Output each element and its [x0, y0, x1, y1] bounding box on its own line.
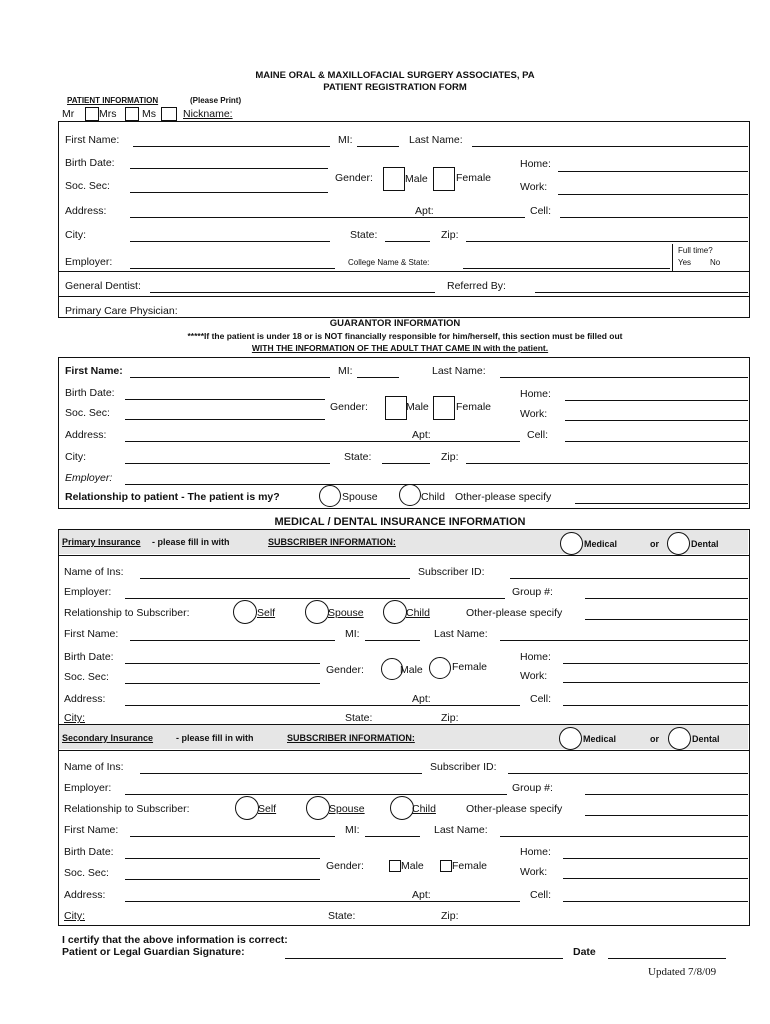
guarantor-employer-label: Employer:: [65, 472, 113, 484]
primary-female-label: Female: [452, 661, 488, 673]
primary-spouse-label: Spouse: [328, 607, 364, 619]
patient-male-checkbox[interactable]: [383, 167, 405, 191]
secondary-birth-date-label: Birth Date:: [64, 846, 114, 858]
secondary-subscriber-id-field[interactable]: [508, 773, 748, 774]
primary-self-radio[interactable]: [233, 600, 257, 624]
secondary-soc-sec-field[interactable]: [125, 879, 320, 880]
secondary-work-label: Work:: [520, 866, 548, 878]
primary-spouse-radio[interactable]: [305, 600, 329, 624]
guarantor-title: GUARANTOR INFORMATION: [329, 318, 461, 329]
primary-name-of-ins-field[interactable]: [140, 578, 410, 579]
secondary-spouse-label: Spouse: [329, 803, 365, 815]
patient-employer-label: Employer:: [65, 256, 113, 268]
primary-home-field[interactable]: [563, 663, 748, 664]
patient-zip-field[interactable]: [466, 241, 748, 242]
signature-label: Patient or Legal Guardian Signature:: [62, 946, 245, 958]
secondary-work-field[interactable]: [563, 878, 748, 879]
patient-cell-field[interactable]: [560, 217, 748, 218]
guarantor-note-1: *****If the patient is under 18 or is NOT financially responsible for him/herself, this section must be filled out: [187, 331, 623, 341]
patient-last-name-field[interactable]: [472, 146, 748, 147]
secondary-last-name-field[interactable]: [500, 836, 748, 837]
secondary-female-checkbox[interactable]: [440, 860, 452, 872]
title-mrs-checkbox[interactable]: [125, 107, 139, 121]
guarantor-soc-sec-field[interactable]: [125, 419, 325, 420]
guarantor-female-checkbox[interactable]: [433, 396, 455, 420]
primary-cell-label: Cell:: [530, 693, 552, 705]
secondary-relationship-label: Relationship to Subscriber:: [64, 803, 190, 815]
secondary-home-field[interactable]: [563, 858, 748, 859]
fulltime-yes[interactable]: Yes: [678, 258, 692, 267]
primary-insurance-box: [58, 529, 750, 725]
secondary-other-label: Other-please specify: [466, 803, 563, 815]
secondary-last-name-label: Last Name:: [434, 824, 488, 836]
patient-state-label: State:: [350, 229, 378, 241]
patient-male-label: Male: [405, 173, 428, 185]
primary-address-label: Address:: [64, 693, 106, 705]
fulltime-label: Full time?: [678, 246, 713, 255]
primary-group-label: Group #:: [512, 586, 553, 598]
secondary-address-label: Address:: [64, 889, 106, 901]
guarantor-mi-field[interactable]: [357, 377, 399, 378]
guarantor-apt-label: Apt:: [412, 429, 431, 441]
secondary-first-name-field[interactable]: [130, 836, 335, 837]
secondary-employer-label: Employer:: [64, 782, 112, 794]
patient-mi-field[interactable]: [357, 146, 399, 147]
insurance-title: MEDICAL / DENTAL INSURANCE INFORMATION: [274, 516, 526, 528]
primary-home-label: Home:: [520, 651, 551, 663]
primary-apt-label: Apt:: [412, 693, 431, 705]
secondary-cell-field[interactable]: [563, 901, 748, 902]
primary-dental-radio[interactable]: [667, 532, 690, 555]
secondary-zip-label: Zip:: [441, 910, 459, 922]
form-title: PATIENT REGISTRATION FORM: [323, 82, 467, 93]
print-note: (Please Print): [190, 96, 242, 105]
secondary-band-note: - please fill in with: [176, 733, 254, 743]
patient-gender-label: Gender:: [335, 172, 373, 184]
primary-band-note: - please fill in with: [152, 537, 230, 547]
primary-care-label: Primary Care Physician:: [65, 305, 178, 317]
secondary-cell-label: Cell:: [530, 889, 552, 901]
patient-college-label: College Name & State:: [348, 258, 430, 267]
secondary-self-radio[interactable]: [235, 796, 259, 820]
patient-soc-sec-label: Soc. Sec:: [65, 180, 110, 192]
primary-mi-field[interactable]: [365, 640, 420, 641]
guarantor-mi-label: MI:: [338, 365, 353, 377]
guarantor-work-field[interactable]: [565, 420, 748, 421]
row-divider: [58, 271, 750, 272]
band-divider: [58, 555, 750, 556]
patient-work-label: Work:: [520, 181, 548, 193]
primary-subscriber-id-label: Subscriber ID:: [418, 566, 485, 578]
patient-birth-date-label: Birth Date:: [65, 157, 115, 169]
primary-group-field[interactable]: [585, 598, 748, 599]
secondary-gender-label: Gender:: [326, 860, 364, 872]
primary-birth-date-field[interactable]: [125, 663, 320, 664]
primary-name-of-ins-label: Name of Ins:: [64, 566, 124, 578]
patient-first-name-field[interactable]: [133, 146, 330, 147]
secondary-soc-sec-label: Soc. Sec:: [64, 867, 109, 879]
secondary-child-label: Child: [412, 803, 436, 815]
secondary-home-label: Home:: [520, 846, 551, 858]
general-dentist-label: General Dentist:: [65, 280, 141, 292]
secondary-spouse-radio[interactable]: [306, 796, 330, 820]
secondary-or-label: or: [650, 734, 659, 744]
patient-cell-label: Cell:: [530, 205, 552, 217]
secondary-group-label: Group #:: [512, 782, 553, 794]
title-mrs-label: Mrs: [99, 108, 117, 120]
patient-work-field[interactable]: [558, 194, 748, 195]
updated-note: Updated 7/8/09: [648, 966, 717, 978]
primary-band-sub: SUBSCRIBER INFORMATION:: [268, 537, 396, 547]
secondary-band-sub: SUBSCRIBER INFORMATION:: [287, 733, 415, 743]
guarantor-female-label: Female: [456, 401, 492, 413]
guarantor-other-label: Other-please specify: [455, 491, 552, 503]
secondary-insurance-box: [58, 724, 750, 926]
patient-zip-label: Zip:: [441, 229, 459, 241]
guarantor-state-label: State:: [344, 451, 372, 463]
fulltime-divider: [672, 244, 673, 271]
secondary-self-label: Self: [258, 803, 277, 815]
secondary-medical-radio[interactable]: [559, 727, 582, 750]
patient-last-name-label: Last Name:: [409, 134, 463, 146]
guarantor-cell-label: Cell:: [527, 429, 549, 441]
patient-city-label: City:: [65, 229, 86, 241]
primary-soc-sec-label: Soc. Sec:: [64, 671, 109, 683]
primary-other-label: Other-please specify: [466, 607, 563, 619]
guarantor-gender-label: Gender:: [330, 401, 368, 413]
primary-child-label: Child: [406, 607, 430, 619]
primary-first-name-label: First Name:: [64, 628, 119, 640]
primary-medical-radio[interactable]: [560, 532, 583, 555]
primary-other-field[interactable]: [585, 619, 748, 620]
guarantor-birth-date-label: Birth Date:: [65, 387, 115, 399]
patient-city-field[interactable]: [130, 241, 330, 242]
patient-info-box: [58, 121, 750, 318]
patient-apt-label: Apt:: [415, 205, 434, 217]
primary-child-radio[interactable]: [383, 600, 407, 624]
secondary-male-checkbox[interactable]: [389, 860, 401, 872]
patient-home-label: Home:: [520, 158, 551, 170]
secondary-address-field[interactable]: [125, 901, 520, 902]
primary-or-label: or: [650, 539, 659, 549]
patient-female-checkbox[interactable]: [433, 167, 455, 191]
secondary-child-radio[interactable]: [390, 796, 414, 820]
patient-address-label: Address:: [65, 205, 107, 217]
primary-employer-label: Employer:: [64, 586, 112, 598]
row-divider: [58, 296, 750, 297]
guarantor-city-label: City:: [65, 451, 86, 463]
patient-address-field[interactable]: [130, 217, 525, 218]
guarantor-child-radio[interactable]: [399, 484, 421, 506]
guarantor-male-checkbox[interactable]: [385, 396, 407, 420]
guarantor-last-name-label: Last Name:: [432, 365, 486, 377]
primary-cell-field[interactable]: [563, 705, 748, 706]
secondary-male-label: Male: [401, 860, 424, 872]
date-label: Date: [573, 946, 596, 958]
guarantor-other-field[interactable]: [575, 503, 748, 504]
guarantor-state-field[interactable]: [382, 463, 430, 464]
secondary-dental-label: Dental: [692, 734, 720, 744]
patient-birth-date-field[interactable]: [130, 168, 328, 169]
title-mr-label: Mr: [62, 108, 75, 120]
band-divider: [58, 750, 750, 751]
guarantor-city-field[interactable]: [125, 463, 330, 464]
guarantor-employer-field[interactable]: [125, 484, 748, 485]
primary-employer-field[interactable]: [125, 598, 505, 599]
secondary-name-of-ins-field[interactable]: [140, 773, 422, 774]
patient-section-label: PATIENT INFORMATION: [67, 96, 159, 105]
patient-employer-field[interactable]: [130, 268, 335, 269]
primary-state-label: State:: [345, 712, 373, 724]
secondary-employer-field[interactable]: [125, 794, 507, 795]
patient-college-field[interactable]: [463, 268, 670, 269]
guarantor-spouse-radio[interactable]: [319, 485, 341, 507]
guarantor-zip-label: Zip:: [441, 451, 459, 463]
org-name: MAINE ORAL & MAXILLOFACIAL SURGERY ASSOCIATES, PA: [255, 70, 535, 81]
patient-home-field[interactable]: [558, 171, 748, 172]
guarantor-soc-sec-label: Soc. Sec:: [65, 407, 110, 419]
secondary-medical-label: Medical: [583, 734, 617, 744]
secondary-mi-label: MI:: [345, 824, 360, 836]
guarantor-last-name-field[interactable]: [500, 377, 748, 378]
secondary-state-label: State:: [328, 910, 356, 922]
patient-state-field[interactable]: [385, 241, 430, 242]
secondary-name-of-ins-label: Name of Ins:: [64, 761, 124, 773]
primary-city-label: City:: [64, 712, 85, 724]
primary-female-radio[interactable]: [429, 657, 451, 679]
referred-by-label: Referred By:: [447, 280, 506, 292]
guarantor-address-field[interactable]: [125, 441, 520, 442]
primary-medical-label: Medical: [584, 539, 618, 549]
primary-first-name-field[interactable]: [130, 640, 335, 641]
guarantor-zip-field[interactable]: [466, 463, 748, 464]
secondary-group-field[interactable]: [585, 794, 748, 795]
patient-mi-label: MI:: [338, 134, 353, 146]
secondary-apt-label: Apt:: [412, 889, 431, 901]
title-ms-label: Ms: [142, 108, 156, 120]
secondary-subscriber-id-label: Subscriber ID:: [430, 761, 497, 773]
guarantor-child-label: Child: [421, 491, 445, 503]
primary-address-field[interactable]: [125, 705, 520, 706]
guarantor-work-label: Work:: [520, 408, 548, 420]
date-field[interactable]: [608, 958, 726, 959]
secondary-band-label: Secondary Insurance: [62, 733, 154, 743]
secondary-first-name-label: First Name:: [64, 824, 119, 836]
secondary-birth-date-field[interactable]: [125, 858, 320, 859]
primary-dental-label: Dental: [691, 539, 719, 549]
secondary-female-label: Female: [452, 860, 488, 872]
primary-gender-label: Gender:: [326, 664, 364, 676]
guarantor-home-label: Home:: [520, 388, 551, 400]
title-mr-checkbox[interactable]: [85, 107, 99, 121]
primary-subscriber-id-field[interactable]: [510, 578, 748, 579]
primary-work-field[interactable]: [563, 682, 748, 683]
guarantor-spouse-label: Spouse: [342, 491, 378, 503]
primary-birth-date-label: Birth Date:: [64, 651, 114, 663]
secondary-city-label: City:: [64, 910, 85, 922]
guarantor-home-field[interactable]: [565, 400, 748, 401]
title-ms-checkbox[interactable]: [161, 107, 177, 121]
primary-soc-sec-field[interactable]: [125, 683, 320, 684]
patient-female-label: Female: [456, 172, 492, 184]
secondary-other-field[interactable]: [585, 815, 748, 816]
guarantor-relationship-label: Relationship to patient - The patient is my?: [65, 491, 280, 503]
certify-text: I certify that the above information is correct:: [62, 934, 288, 946]
primary-zip-label: Zip:: [441, 712, 459, 724]
fulltime-no[interactable]: No: [710, 258, 721, 267]
guarantor-address-label: Address:: [65, 429, 107, 441]
primary-band-label: Primary Insurance: [62, 537, 141, 547]
general-dentist-field[interactable]: [150, 292, 435, 293]
guarantor-first-name-label: First Name:: [65, 365, 123, 377]
primary-self-label: Self: [257, 607, 276, 619]
primary-relationship-label: Relationship to Subscriber:: [64, 607, 190, 619]
signature-field[interactable]: [285, 958, 563, 959]
patient-first-name-label: First Name:: [65, 134, 120, 146]
primary-mi-label: MI:: [345, 628, 360, 640]
guarantor-male-label: Male: [406, 401, 429, 413]
secondary-dental-radio[interactable]: [668, 727, 691, 750]
guarantor-note-2: WITH THE INFORMATION OF THE ADULT THAT CAME IN with the patient.: [251, 343, 549, 353]
secondary-mi-field[interactable]: [365, 836, 420, 837]
primary-work-label: Work:: [520, 670, 548, 682]
guarantor-first-name-field[interactable]: [130, 377, 330, 378]
guarantor-birth-date-field[interactable]: [125, 399, 325, 400]
referred-by-field[interactable]: [535, 292, 748, 293]
primary-last-name-field[interactable]: [500, 640, 748, 641]
primary-last-name-label: Last Name:: [434, 628, 488, 640]
nickname-label: Nickname:: [183, 108, 233, 120]
guarantor-cell-field[interactable]: [565, 441, 748, 442]
patient-soc-sec-field[interactable]: [130, 192, 328, 193]
primary-male-label: Male: [400, 664, 423, 676]
